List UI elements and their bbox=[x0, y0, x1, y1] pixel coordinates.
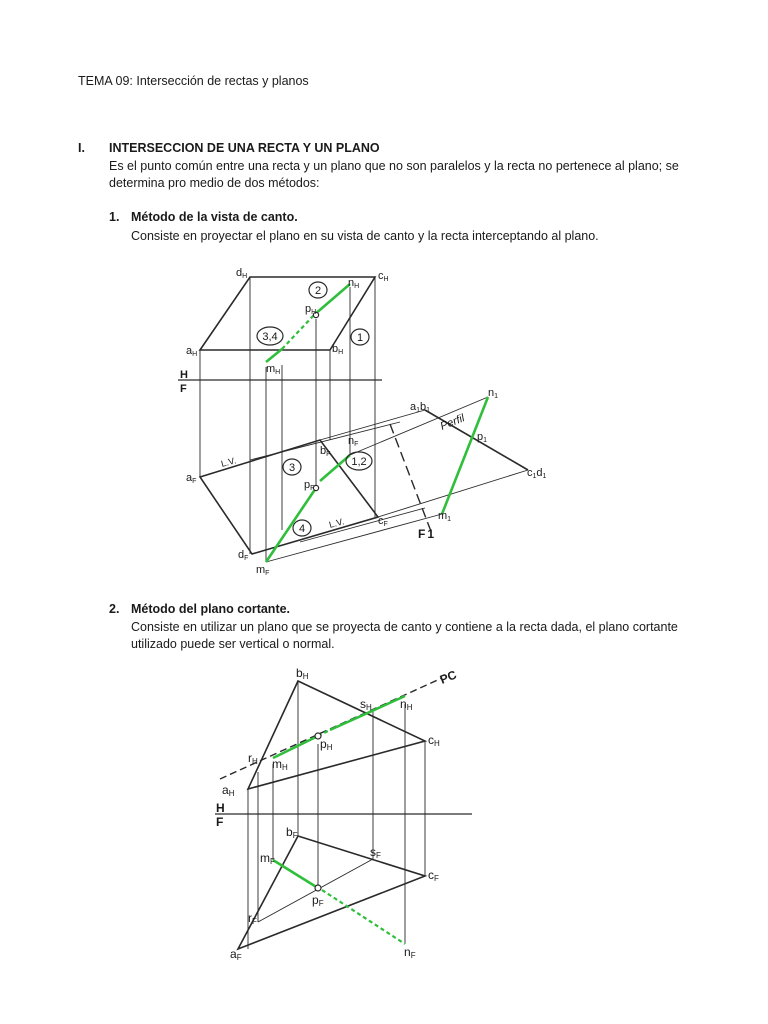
triangle-horizontal-view bbox=[248, 681, 425, 789]
label-pF: pF bbox=[312, 893, 324, 908]
label-nH: nH bbox=[348, 277, 360, 290]
label-aH: aH bbox=[222, 783, 235, 798]
label-nF: nF bbox=[348, 435, 359, 448]
label-rF: rF bbox=[248, 911, 257, 926]
page-header: TEMA 09: Intersección de rectas y planos bbox=[78, 74, 309, 88]
label-bF: bF bbox=[320, 445, 331, 458]
fold-label-F: F bbox=[180, 383, 187, 395]
method-2-number: 2. bbox=[109, 602, 120, 616]
label-aF: aF bbox=[230, 947, 242, 962]
method-2-title: Método del plano cortante. bbox=[131, 602, 291, 616]
circle-label-4: 4 bbox=[298, 523, 306, 535]
label-a1b1: a1b1 bbox=[410, 401, 431, 414]
label-pH: pH bbox=[305, 303, 317, 316]
label-pH: pH bbox=[320, 737, 333, 752]
label-rH: rH bbox=[248, 751, 258, 766]
label-lv-2: L.V. bbox=[327, 516, 346, 530]
label-perfil: Perfil bbox=[438, 412, 467, 433]
circle-label-3-4: 3,4 bbox=[262, 331, 278, 343]
label-mH: mH bbox=[272, 757, 288, 772]
label-mF: mF bbox=[260, 851, 275, 866]
circle-label-3: 3 bbox=[288, 462, 296, 474]
fold-label-H: H bbox=[180, 369, 188, 381]
circle-label-1-2: 1,2 bbox=[351, 456, 367, 468]
label-bF: bF bbox=[286, 825, 298, 840]
label-m1: m1 bbox=[438, 510, 452, 523]
circle-label-1: 1 bbox=[356, 332, 364, 344]
label-lv-1: L.V. bbox=[219, 455, 238, 469]
figure-edge-view-method bbox=[170, 262, 570, 582]
figure-cutting-plane-method bbox=[210, 664, 480, 964]
label-bH: bH bbox=[332, 343, 344, 356]
label-aF: aF bbox=[186, 472, 197, 485]
label-c1d1: c1d1 bbox=[527, 467, 547, 480]
label-cH: cH bbox=[378, 270, 389, 283]
label-mH: mH bbox=[266, 363, 281, 376]
label-pF: pF bbox=[304, 479, 315, 492]
label-p1: p1 bbox=[477, 431, 488, 444]
label-bH: bH bbox=[296, 666, 309, 681]
label-sF: sF bbox=[370, 845, 381, 860]
fold-label-F1: F 1 bbox=[418, 527, 435, 541]
label-n1: n1 bbox=[488, 387, 499, 400]
method-1-number: 1. bbox=[109, 210, 120, 224]
label-cH: cH bbox=[428, 733, 440, 748]
label-aH: aH bbox=[186, 345, 198, 358]
label-dF: dF bbox=[238, 549, 249, 562]
fold-label-H: H bbox=[216, 801, 225, 815]
label-sH: sH bbox=[360, 697, 372, 712]
method-1-body: Consiste en proyectar el plano en su vista de canto y la recta interceptando al plano. bbox=[131, 229, 599, 243]
section-number: I. bbox=[78, 141, 85, 155]
label-pc: PC bbox=[437, 667, 459, 687]
method-2-body: Consiste en utilizar un plano que se proyecta de canto y contiene a la recta dada, el plano cortante utilizado puede ser vertical o normal. bbox=[131, 620, 678, 651]
circle-label-2: 2 bbox=[314, 285, 322, 297]
fold-label-F: F bbox=[216, 815, 224, 829]
label-mF: mF bbox=[256, 564, 270, 577]
label-dH: dH bbox=[236, 267, 248, 280]
label-nF: nF bbox=[404, 945, 416, 960]
method-1-title: Método de la vista de canto. bbox=[131, 210, 298, 224]
label-nH: nH bbox=[400, 697, 413, 712]
label-cF: cF bbox=[378, 515, 388, 528]
section-title: INTERSECCION DE UNA RECTA Y UN PLANO bbox=[109, 141, 380, 155]
label-cF: cF bbox=[428, 868, 439, 883]
section-body: Es el punto común entre una recta y un plano que no son paralelos y la recta no pertenece al plano; se determina pro medio de dos métodos: bbox=[109, 159, 679, 190]
